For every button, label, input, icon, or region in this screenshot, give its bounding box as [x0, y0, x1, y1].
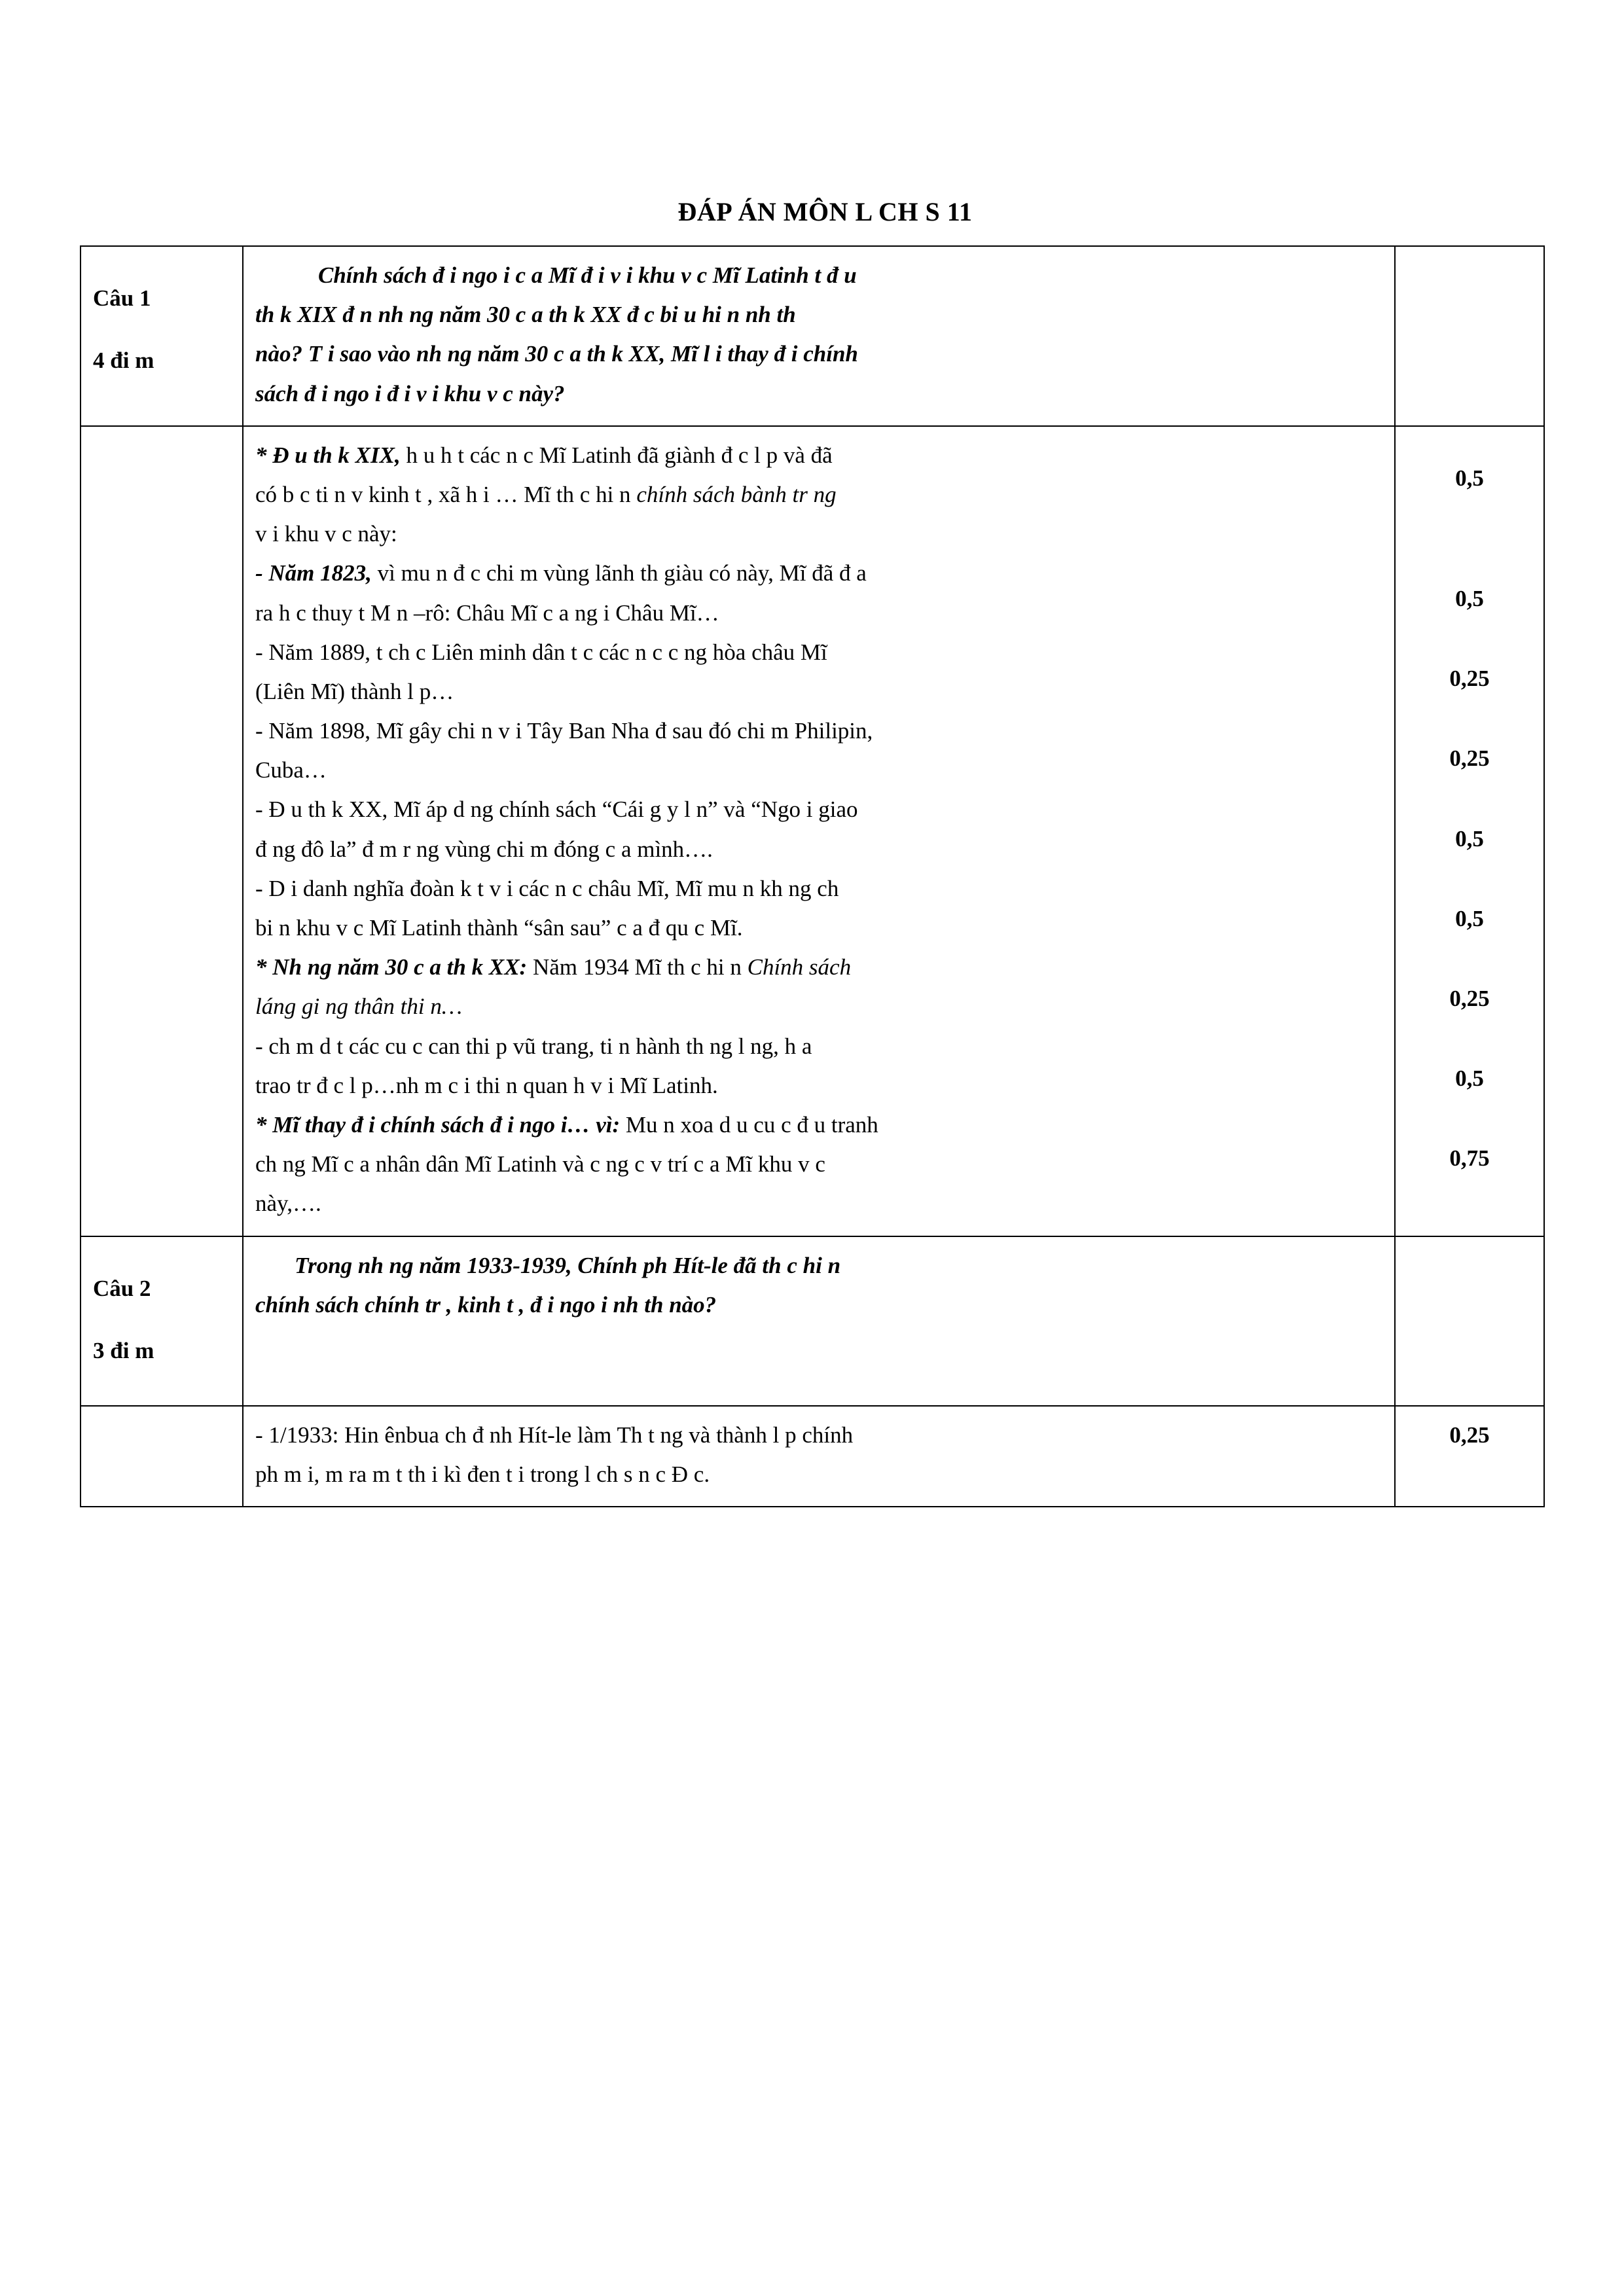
answer-fragment: ra h c thuy t M n –rô: Châu Mĩ c a ng i Châu Mĩ…: [255, 600, 719, 626]
score-cell: [1395, 1236, 1544, 1406]
answer-line: [255, 751, 1382, 790]
question-line: chính sách chính tr , kinh t , đ i ngo i nh th nào?: [255, 1291, 717, 1318]
answer-fragment: láng gi ng thân thi n…: [255, 994, 462, 1020]
answer-fragment: * Mĩ thay đ i chính sách đ i ngo i… vì:: [255, 1111, 621, 1138]
score-value: 0,25: [1449, 666, 1490, 692]
question-points: 3 đi m: [93, 1337, 154, 1363]
answer-fragment: đ ng đô la” đ m r ng vùng chi m đóng c a mình….: [255, 836, 713, 862]
score-cell: [1395, 246, 1544, 426]
answer-fragment: trao tr đ c l p…nh m c i thi n quan h v i Mĩ Latinh.: [255, 1072, 718, 1098]
answer-fragment: này,….: [255, 1191, 321, 1217]
answer-line: [255, 1027, 1382, 1066]
question-number: Câu 2: [93, 1275, 151, 1301]
answer-line: [255, 908, 1382, 948]
table-body: [81, 246, 1544, 1507]
score-cell-group: [1395, 426, 1544, 1236]
answer-fragment: - Đ u th k XX, Mĩ áp d ng chính sách “Cái g y l n” và “Ngo i giao: [255, 797, 858, 823]
question-line: nào? T i sao vào nh ng năm 30 c a th k XX, Mĩ l i thay đ i chính: [255, 341, 858, 367]
answer-line: [255, 948, 1382, 987]
question-number: Câu 1: [93, 285, 151, 311]
score-value: 0,25: [1449, 985, 1490, 1011]
answer-line: [255, 633, 1382, 672]
question-line: th k XIX đ n nh ng năm 30 c a th k XX đ c bi u hi n nh th: [255, 302, 796, 328]
answer-fragment: - Năm 1889, t ch c Liên minh dân t c các n c c ng hòa châu Mĩ: [255, 639, 827, 665]
question-text-cell: [243, 246, 1395, 426]
answer-text-cell: [243, 426, 1395, 1236]
answer-line: [255, 1066, 1382, 1105]
answer-fragment: Mu n xoa d u cu c đ u tranh: [620, 1111, 878, 1138]
question-line: Chính sách đ i ngo i c a Mĩ đ i v i khu v c Mĩ Latinh t đ u: [318, 262, 857, 288]
answer-line: [255, 1145, 1382, 1184]
answer-line: [255, 869, 1382, 908]
answer-line: [255, 514, 1382, 554]
answer-fragment: - 1/1933: Hin ênbua ch đ nh Hít-le làm Th t ng và thành l p chính: [255, 1422, 854, 1448]
answer-fragment: v i khu v c này:: [255, 521, 397, 547]
score-value: 0,5: [1455, 1066, 1484, 1092]
question-points: 4 đi m: [93, 348, 154, 374]
question-label-cell: [81, 246, 243, 426]
table-row: [81, 426, 1544, 1236]
question-line: sách đ i ngo i đ i v i khu v c này?: [255, 380, 565, 406]
answer-fragment: chính sách bành tr ng: [636, 481, 837, 507]
answer-fragment: * Đ u th k XIX,: [255, 442, 401, 468]
answer-fragment: có b c ti n v kinh t , xã h i … Mĩ th c hi n: [255, 481, 637, 507]
empty-label-cell: [81, 426, 243, 1236]
answer-fragment: Năm 1934 Mĩ th c hi n: [527, 954, 748, 980]
answer-line: [255, 790, 1382, 829]
score-cell: 0,25: [1395, 1406, 1544, 1507]
answer-fragment: - D i danh nghĩa đoàn k t v i các n c châu Mĩ, Mĩ mu n kh ng ch: [255, 875, 839, 901]
question-label-cell: [81, 1236, 243, 1406]
answer-line: [255, 1455, 1382, 1494]
answer-fragment: ch ng Mĩ c a nhân dân Mĩ Latinh và c ng c v trí c a Mĩ khu v c: [255, 1151, 825, 1177]
answer-line: [255, 672, 1382, 711]
answer-fragment: h u h t các n c Mĩ Latinh đã giành đ c l p và đã: [400, 442, 833, 468]
answer-fragment: bi n khu v c Mĩ Latinh thành “sân sau” c a đ qu c Mĩ.: [255, 915, 743, 941]
answer-line: [255, 987, 1382, 1026]
answer-fragment: ph m i, m ra m t th i kì đen t i trong l ch s n c Đ c.: [255, 1462, 710, 1488]
answer-fragment: - Năm 1823,: [255, 560, 372, 586]
answer-line: [255, 1105, 1382, 1145]
answer-fragment: * Nh ng năm 30 c a th k XX:: [255, 954, 528, 980]
answer-fragment: (Liên Mĩ) thành l p…: [255, 678, 454, 704]
score-value: 0,5: [1455, 825, 1484, 852]
answer-text-cell: [243, 1406, 1395, 1507]
answer-line: [255, 475, 1382, 514]
answer-line: [255, 830, 1382, 869]
question-text-cell: [243, 1236, 1395, 1406]
question-line: Trong nh ng năm 1933-1939, Chính ph Hít-le đã th c hi n: [295, 1252, 841, 1278]
answer-fragment: - ch m d t các cu c can thi p vũ trang, ti n hành th ng l ng, h a: [255, 1033, 812, 1059]
score-value: 0,25: [1449, 745, 1490, 772]
answer-line: [255, 1416, 1382, 1455]
page-title: ĐÁP ÁN MÔN L CH S 11: [677, 197, 973, 226]
score-value: 0,75: [1449, 1145, 1490, 1172]
answer-fragment: Chính sách: [747, 954, 852, 980]
answer-line: [255, 711, 1382, 751]
answer-fragment: vì mu n đ c chi m vùng lãnh th giàu có này, Mĩ đã đ a: [371, 560, 867, 586]
answer-fragment: Cuba…: [255, 757, 327, 783]
answer-line: [255, 1184, 1382, 1223]
score-value: 0,5: [1455, 585, 1484, 611]
table-row: [81, 246, 1544, 426]
score-value: 0,5: [1455, 465, 1484, 491]
empty-label-cell: [81, 1406, 243, 1507]
answer-key-table: [80, 245, 1545, 1507]
answer-line: [255, 554, 1382, 593]
table-row: [81, 1406, 1544, 1507]
answer-line: [255, 436, 1382, 475]
answer-fragment: - Năm 1898, Mĩ gây chi n v i Tây Ban Nha đ sau đó chi m Philipin,: [255, 718, 873, 744]
score-value: 0,5: [1455, 905, 1484, 931]
answer-line: [255, 594, 1382, 633]
table-row: [81, 1236, 1544, 1406]
